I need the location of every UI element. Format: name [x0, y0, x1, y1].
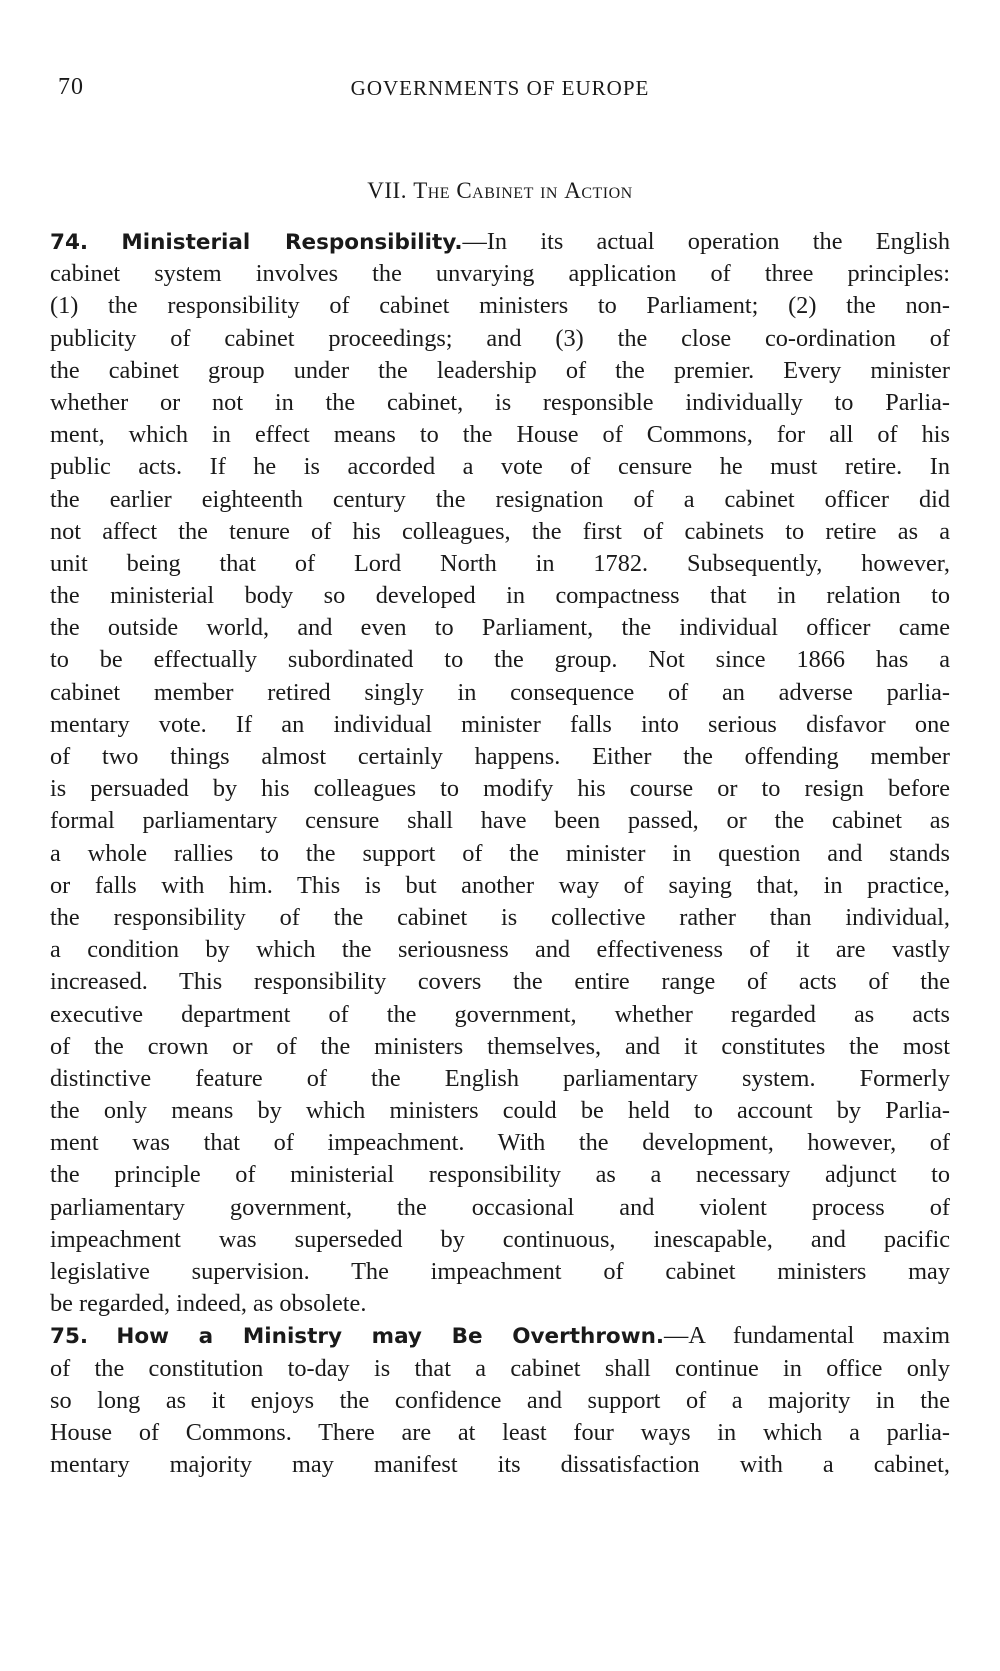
text-line: of two things almost certainly happens. Either the offending member	[50, 743, 950, 770]
text-line: the earlier eighteenth century the resignation of a cabinet officer did	[50, 485, 950, 513]
section-title-word: Cabinet	[456, 178, 534, 203]
text-line: the cabinet group under the leadership of the premier. Every minister	[50, 356, 950, 384]
text-line: the outside world, and even to Parliament, the individual officer came	[50, 614, 950, 642]
text-line: mentary vote. If an individual minister falls into serious disfavor one	[50, 710, 950, 738]
text-line: publicity of cabinet proceedings; and (3) the close co-ordination of	[50, 324, 950, 352]
text-line: so long as it enjoys the confidence and support of a majority in the	[50, 1386, 950, 1414]
text-line: increased. This responsibility covers the entire range of acts of the	[50, 968, 950, 996]
running-head	[50, 74, 950, 106]
text-line: executive department of the government, whether regarded as acts	[50, 1000, 950, 1028]
running-title: GOVERNMENTS OF EUROPE	[350, 76, 650, 100]
paragraph-74	[50, 226, 950, 1320]
text-line: cabinet member retired singly in consequence of an adverse parlia-	[50, 678, 950, 706]
text-line: legislative supervision. The impeachment of cabinet ministers may	[50, 1258, 950, 1285]
paragraph-number: 74.	[50, 230, 89, 255]
body-text	[50, 226, 950, 1481]
paragraph-number: 75.	[50, 1324, 89, 1350]
section-heading	[50, 178, 950, 204]
text-line: parliamentary government, the occasional and violent process of	[50, 1193, 950, 1221]
text-line: unit being that of Lord North in 1782. Subsequently, however,	[50, 549, 950, 577]
text-line: ment, which in effect means to the House of Commons, for all of his	[50, 421, 950, 449]
text-line: public acts. If he is accorded a vote of censure he must retire. In	[50, 453, 950, 481]
section-title-word: Action	[564, 178, 633, 203]
text-line	[50, 226, 950, 258]
text-line: be regarded, indeed, as obsolete.	[50, 1290, 367, 1318]
book-page	[50, 0, 950, 1671]
paragraph-heading: How a Ministry may Be Overthrown.	[116, 1324, 665, 1350]
text-line: the responsibility of the cabinet is collective rather than individual,	[50, 903, 950, 931]
text-line: House of Commons. There are at least four ways in which a parlia-	[50, 1418, 950, 1446]
text-line: distinctive feature of the English parliamentary system. Formerly	[50, 1064, 950, 1092]
section-title-word: in	[540, 178, 558, 203]
paragraph-heading: Ministerial Responsibility.	[121, 230, 463, 255]
text-line: the principle of ministerial responsibility as a necessary adjunct to	[50, 1161, 950, 1189]
text-line: of the constitution to-day is that a cabinet shall continue in office only	[50, 1354, 950, 1382]
text-line: a condition by which the seriousness and effectiveness of it are vastly	[50, 936, 950, 964]
section-title-word: The	[413, 178, 451, 203]
text-line: cabinet system involves the unvarying application of three principles:	[50, 260, 950, 288]
paragraph-75	[50, 1320, 950, 1481]
paragraph-text: —A fundamental maxim	[664, 1322, 951, 1350]
text-line: a whole rallies to the support of the minister in question and stands	[50, 839, 950, 867]
text-line: the ministerial body so developed in compactness that in relation to	[50, 582, 950, 610]
text-line: whether or not in the cabinet, is responsible individually to Parlia-	[50, 388, 950, 416]
paragraph-text: —In its actual operation the English	[462, 228, 950, 255]
text-line: or falls with him. This is but another way of saying that, in practice,	[50, 871, 950, 899]
text-line: mentary majority may manifest its dissatisfaction with a cabinet,	[50, 1451, 950, 1479]
text-line: is persuaded by his colleagues to modify his course or to resign before	[50, 775, 950, 803]
text-line: not affect the tenure of his colleagues, the first of cabinets to retire as a	[50, 517, 950, 545]
text-line: of the crown or of the ministers themselves, and it constitutes the most	[50, 1032, 950, 1060]
text-line	[50, 1320, 950, 1352]
text-line: impeachment was superseded by continuous, inescapable, and pacific	[50, 1225, 950, 1253]
text-line: the only means by which ministers could be held to account by Parlia-	[50, 1097, 950, 1125]
text-line: (1) the responsibility of cabinet ministers to Parliament; (2) the non-	[50, 292, 950, 320]
page-number: 70	[58, 74, 84, 100]
text-line: formal parliamentary censure shall have been passed, or the cabinet as	[50, 807, 950, 835]
section-numeral: VII.	[367, 178, 407, 203]
text-line: to be effectually subordinated to the group. Not since 1866 has a	[50, 646, 950, 674]
text-line: ment was that of impeachment. With the development, however, of	[50, 1129, 950, 1157]
